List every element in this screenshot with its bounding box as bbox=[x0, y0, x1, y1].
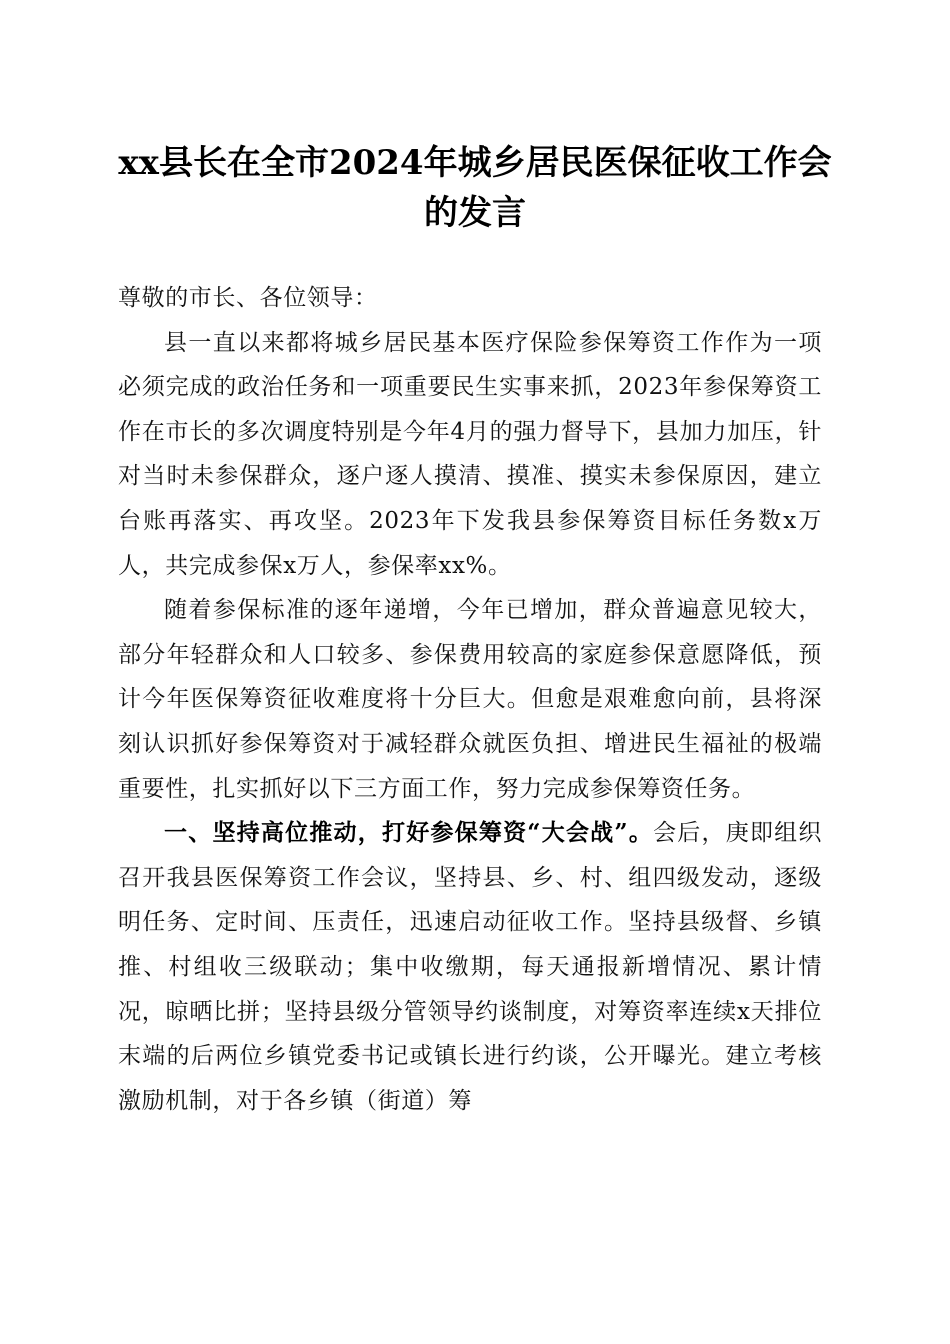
document-title: xx县长在全市2024年城乡居民医保征收工作会的发言 bbox=[118, 143, 832, 233]
salutation: 尊敬的市长、各位领导： bbox=[118, 285, 378, 311]
section-1-text: 会后，庚即组织召开我县医保筹资工作会议，坚持县、乡、村、组四级发动，逐级明任务、定时间、压责任，迅速启动征收工作。坚持县级督、乡镇推、村组收三级联动；集中收缴期，每天通报新增情况、累计情况，晾晒比拼；坚持县级分管领导约谈制度，对筹资率连续x天排位末端的后两位乡镇党委书记或镇长进行约谈，公开曝光。建立考核激励机制，对于各乡镇（街道）筹 bbox=[118, 820, 822, 1114]
section-1-heading: 一、坚持高位推动，打好参保筹资“大会战”。 bbox=[164, 819, 654, 847]
document-body bbox=[118, 276, 822, 1123]
paragraph-2: 随着参保标准的逐年递增，今年已增加，群众普遍意见较大，部分年轻群众和人口较多、参保费用较高的家庭参保意愿降低，预计今年医保筹资征收难度将十分巨大。但愈是艰难愈向前，县将深刻认识抓好参保筹资对于减轻群众就医负担、增进民生福祉的极端重要性，扎实抓好以下三方面工作，努力完成参保筹资任务。 bbox=[118, 597, 822, 802]
paragraph-1: 县一直以来都将城乡居民基本医疗保险参保筹资工作作为一项必须完成的政治任务和一项重要民生实事来抓，2023年参保筹资工作在市长的多次调度特别是今年4月的强力督导下，县加力加压，针对当时未参保群众，逐户逐人摸清、摸准、摸实未参保原因，建立台账再落实、再攻坚。2023年下发我县参保筹资目标任务数x万人，共完成参保x万人，参保率xx%。 bbox=[118, 329, 822, 579]
section-1-paragraph bbox=[118, 811, 822, 1123]
